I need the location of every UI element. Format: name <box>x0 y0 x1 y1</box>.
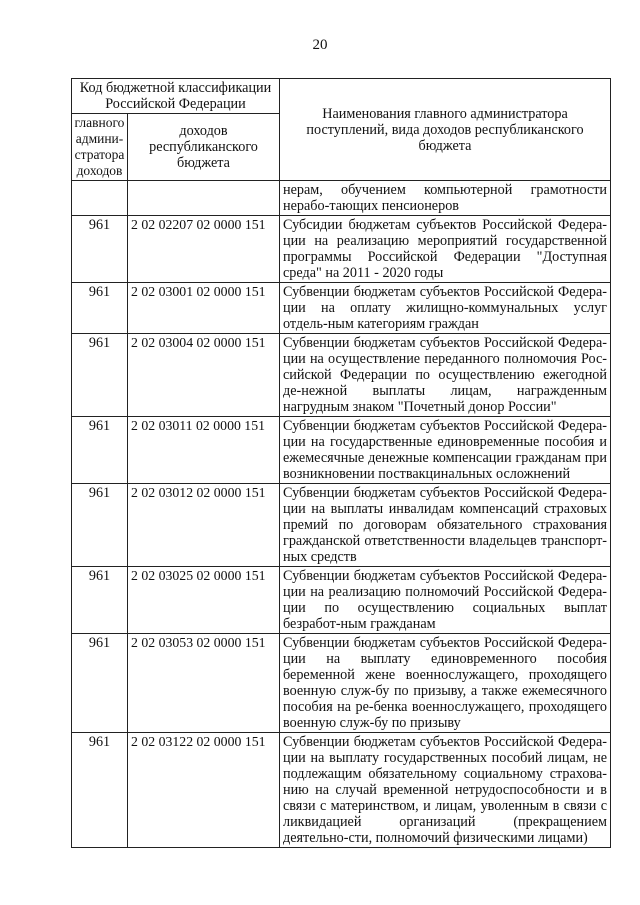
table-row <box>72 634 611 733</box>
row-description: нерам, обучением компьютерной грамотности нерабо-тающих пенсионеров <box>280 181 611 216</box>
row-income-code: 2 02 03004 02 0000 151 <box>128 334 280 417</box>
row-income-code <box>128 181 280 216</box>
row-income-code: 2 02 03122 02 0000 151 <box>128 733 280 848</box>
row-admin-code: 961 <box>72 567 128 634</box>
header-income-column: доходов республиканского бюджета <box>128 114 280 181</box>
row-income-code: 2 02 03053 02 0000 151 <box>128 634 280 733</box>
row-admin-code: 961 <box>72 417 128 484</box>
table-row <box>72 216 611 283</box>
row-income-code: 2 02 03025 02 0000 151 <box>128 567 280 634</box>
row-description: Субвенции бюджетам субъектов Российской Федера-ции на выплату государственных пособий лицам, не подлежащим обязательному социальному страхова-нию на случай временной нетрудоспособности и в связи с материнством, и лицам, уволенным в связи с ликвидацией организаций (прекращением деятельно-сти, полномочий физическими лицами) <box>280 733 611 848</box>
table-row <box>72 283 611 334</box>
budget-classification-table <box>71 78 611 848</box>
row-admin-code: 961 <box>72 283 128 334</box>
table-row <box>72 733 611 848</box>
row-description: Субвенции бюджетам субъектов Российской Федера-ции на реализацию полномочий Российской Федера-ции по осуществлению социальных выплат безработ-ным гражданам <box>280 567 611 634</box>
page-number: 20 <box>312 37 328 53</box>
row-income-code: 2 02 02207 02 0000 151 <box>128 216 280 283</box>
table-row <box>72 181 611 216</box>
table-row <box>72 334 611 417</box>
row-admin-code: 961 <box>72 334 128 417</box>
header-row-group <box>72 79 611 114</box>
header-name-column: Наименования главного администратора поступлений, вида доходов республиканского бюджета <box>280 79 611 181</box>
row-income-code: 2 02 03012 02 0000 151 <box>128 484 280 567</box>
row-description: Субвенции бюджетам субъектов Российской Федера-ции на оплату жилищно-коммунальных услуг отдель-ным категориям граждан <box>280 283 611 334</box>
row-admin-code <box>72 181 128 216</box>
row-admin-code: 961 <box>72 634 128 733</box>
table-row <box>72 567 611 634</box>
row-income-code: 2 02 03011 02 0000 151 <box>128 417 280 484</box>
table-row <box>72 484 611 567</box>
row-admin-code: 961 <box>72 733 128 848</box>
row-income-code: 2 02 03001 02 0000 151 <box>128 283 280 334</box>
table-row <box>72 417 611 484</box>
row-description: Субсидии бюджетам субъектов Российской Федера-ции на реализацию мероприятий государственной программы Российской Федерации "Доступная среда" на 2011 - 2020 годы <box>280 216 611 283</box>
row-description: Субвенции бюджетам субъектов Российской Федера-ции на государственные единовременные пособия и ежемесячные денежные компенсации гражданам при возникновении поствакцинальных осложнений <box>280 417 611 484</box>
header-budget-code-group: Код бюджетной классификации Российской Федерации <box>72 79 280 114</box>
row-admin-code: 961 <box>72 216 128 283</box>
row-description: Субвенции бюджетам субъектов Российской Федера-ции на осуществление переданного полномочия Рос-сийской Федерации по осуществлению ежегодной де-нежной выплаты лицам, награжденным нагрудным знаком "Почетный донор России" <box>280 334 611 417</box>
header-admin-column: главного админи-стратора доходов <box>72 114 128 181</box>
row-description: Субвенции бюджетам субъектов Российской Федера-ции на выплату единовременного пособия беременной жене военнослужащего, проходящего военную служ-бу по призыву, а также ежемесячного пособия на ре-бенка военнослужащего, проходящего военную служ-бу по призыву <box>280 634 611 733</box>
row-description: Субвенции бюджетам субъектов Российской Федера-ции на выплаты инвалидам компенсаций страховых премий по договорам обязательного страхования гражданской ответственности владельцев транспорт-ных средств <box>280 484 611 567</box>
row-admin-code: 961 <box>72 484 128 567</box>
